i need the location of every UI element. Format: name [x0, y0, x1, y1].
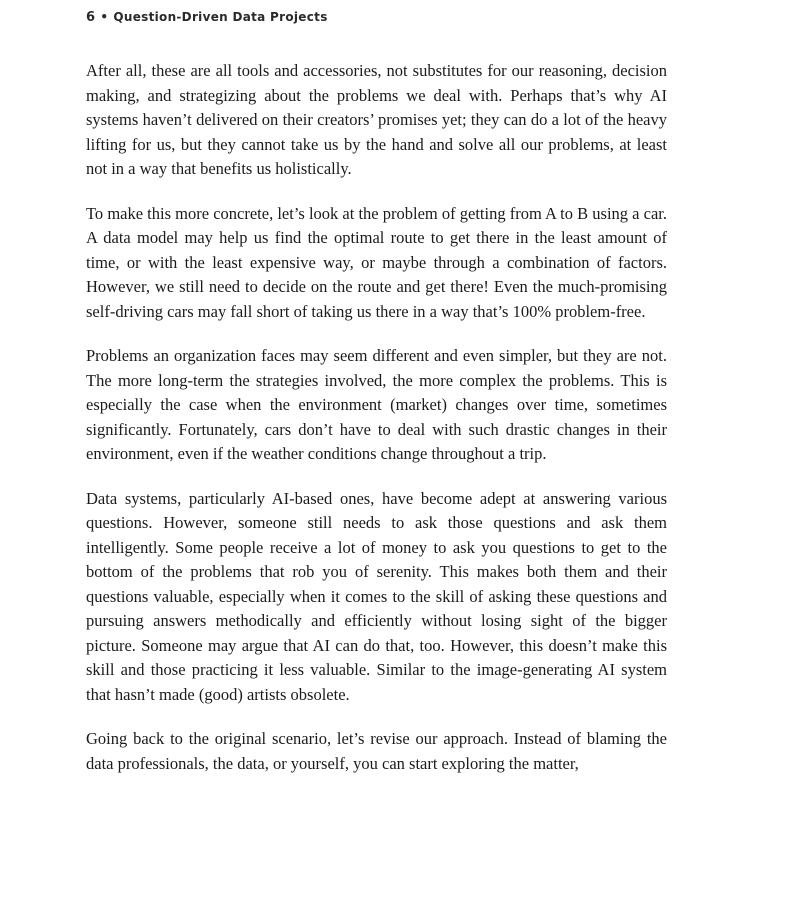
paragraph-3: Problems an organization faces may seem different and even simpler, but they are not. The more long-term the strategies involved, the more complex the problems. This is especially the case when the environment (market) changes over time, sometimes significantly. Fortunately, cars don’t have to deal with such drastic changes in their environment, even if the weather conditions change throughout a trip. — [86, 346, 667, 463]
running-header — [86, 10, 328, 25]
paragraph-5: Going back to the original scenario, let’s revise our approach. Instead of blaming the data professionals, the data, or yourself, you can start exploring the matter, — [86, 729, 667, 773]
page-number: 6 — [86, 10, 96, 25]
header-separator: • — [100, 10, 109, 24]
paragraph-4: Data systems, particularly AI-based ones, have become adept at answering various questions. However, someone still needs to ask those questions and ask them intelligently. Some people receive a lot of money to ask you questions to get to the bottom of the problems that rob you of serenity. This makes both them and their questions valuable, especially when it comes to the skill of asking these questions and pursuing answers methodically and efficiently without losing sight of the bigger picture. Someone may argue that AI can do that, too. However, this doesn’t make this skill and those practicing it less valuable. Similar to the image-generating AI system that hasn’t made (good) artists obsolete. — [86, 488, 667, 704]
paragraph-2: To make this more concrete, let’s look at the problem of getting from A to B using a car. A data model may help us find the optimal route to get there in the least amount of time, or with the least expensive way, or maybe through a combination of factors. However, we still need to decide on the route and get there! Even the much-promising self-driving cars may fall short of taking us there in a way that’s 100% problem-free. — [86, 203, 667, 321]
running-title: Question-Driven Data Projects — [113, 10, 328, 24]
paragraph-1: After all, these are all tools and accessories, not substitutes for our reasoning, decision making, and strategizing about the problems we deal with. Perhaps that’s why AI systems haven’t delivered on their creators’ promises yet; they can do a lot of the heavy lifting for us, but they cannot take us by the hand and solve all our problems, at least not in a way that benefits us holistically. — [86, 61, 667, 178]
body-text — [86, 59, 667, 796]
